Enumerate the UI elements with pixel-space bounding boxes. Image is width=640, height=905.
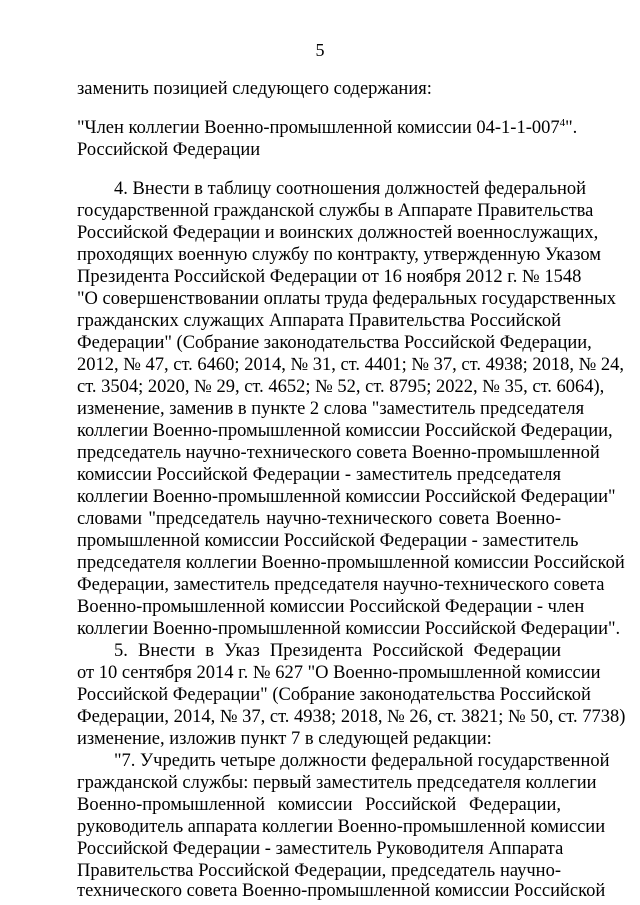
- paragraph-4-line: коллегии Военно-промышленной комиссии Российской Федерации": [77, 487, 616, 507]
- paragraph-4-line: словами "председатель научно-технического совета Военно-: [77, 509, 561, 529]
- paragraph-5-line: Федерации, 2014, № 37, ст. 4938; 2018, № 26, ст. 3821; № 50, ст. 7738): [77, 707, 626, 727]
- paragraph-4-line: Военно-промышленной комиссии Российской Федерации - член: [77, 597, 585, 617]
- paragraph-4-line: промышленной комиссии Российской Федерации - заместитель: [77, 531, 579, 551]
- paragraph-4-line: Федерации, заместитель председателя научно-технического совета: [77, 575, 605, 595]
- paragraph-4-line: Российской Федерации и воинских должностей военнослужащих,: [77, 223, 599, 243]
- item-7-line: Российской Федерации - заместитель Руководителя Аппарата: [77, 839, 564, 859]
- intro-line: заменить позицией следующего содержания:: [77, 79, 432, 99]
- paragraph-5-line: 5. Внести в Указ Президента Российской Федерации: [114, 641, 561, 661]
- paragraph-4-line: Президента Российской Федерации от 16 ноября 2012 г. № 1548: [77, 267, 582, 287]
- item-7-line: технического совета Военно-промышленной комиссии Российской: [77, 881, 606, 901]
- paragraph-4-line: коллегии Военно-промышленной комиссии Российской Федерации,: [77, 421, 613, 441]
- paragraph-4-line: председатель научно-технического совета Военно-промышленной: [77, 443, 600, 463]
- quote-line: Российской Федерации: [77, 140, 261, 160]
- paragraph-5-line: изменение, изложив пункт 7 в следующей редакции:: [77, 729, 492, 749]
- item-7-line: Военно-промышленной комиссии Российской Федерации,: [77, 795, 561, 815]
- quote-text: "Член коллегии Военно-промышленной комиссии 04-1-1-007: [77, 118, 560, 138]
- paragraph-4-line: гражданских служащих Аппарата Правительства Российской: [77, 311, 561, 331]
- item-7-line: Правительства Российской Федерации, председатель научно-: [77, 861, 561, 881]
- paragraph-4-line: 2012, № 47, ст. 6460; 2014, № 31, ст. 4401; № 37, ст. 4938; 2018, № 24,: [77, 355, 624, 375]
- paragraph-4-line: "О совершенствовании оплаты труда федеральных государственных: [77, 289, 616, 309]
- item-7-line: гражданской службы: первый заместитель председателя коллегии: [77, 773, 597, 793]
- paragraph-4-line: 4. Внести в таблицу соотношения должностей федеральной: [114, 179, 587, 199]
- paragraph-4-line: изменение, заменив в пункте 2 слова "заместитель председателя: [77, 399, 585, 419]
- item-7-line: руководитель аппарата коллегии Военно-промышленной комиссии: [77, 817, 606, 837]
- item-7-line: "7. Учредить четыре должности федеральной государственной: [114, 751, 610, 771]
- paragraph-5-line: от 10 сентября 2014 г. № 627 "О Военно-промышленной комиссии: [77, 663, 601, 683]
- quote-line: [77, 117, 578, 139]
- paragraph-4-line: проходящих военную службу по контракту, утвержденную Указом: [77, 245, 602, 265]
- paragraph-4-line: государственной гражданской службы в Аппарате Правительства: [77, 201, 594, 221]
- paragraph-4-line: комиссии Российской Федерации - заместитель председателя: [77, 465, 561, 485]
- footnote-marker: 4: [559, 117, 566, 129]
- quote-close: ".: [565, 118, 578, 138]
- paragraph-5-line: Российской Федерации" (Собрание законодательства Российской: [77, 685, 591, 705]
- page-number: 5: [315, 40, 325, 60]
- paragraph-4-line: Федерации" (Собрание законодательства Российской Федерации,: [77, 333, 592, 353]
- paragraph-4-line: коллегии Военно-промышленной комиссии Российской Федерации".: [77, 619, 621, 639]
- paragraph-4-line: председателя коллегии Военно-промышленной комиссии Российской: [77, 553, 625, 573]
- paragraph-4-line: ст. 3504; 2020, № 29, ст. 4652; № 52, ст. 8795; 2022, № 35, ст. 6064),: [77, 377, 605, 397]
